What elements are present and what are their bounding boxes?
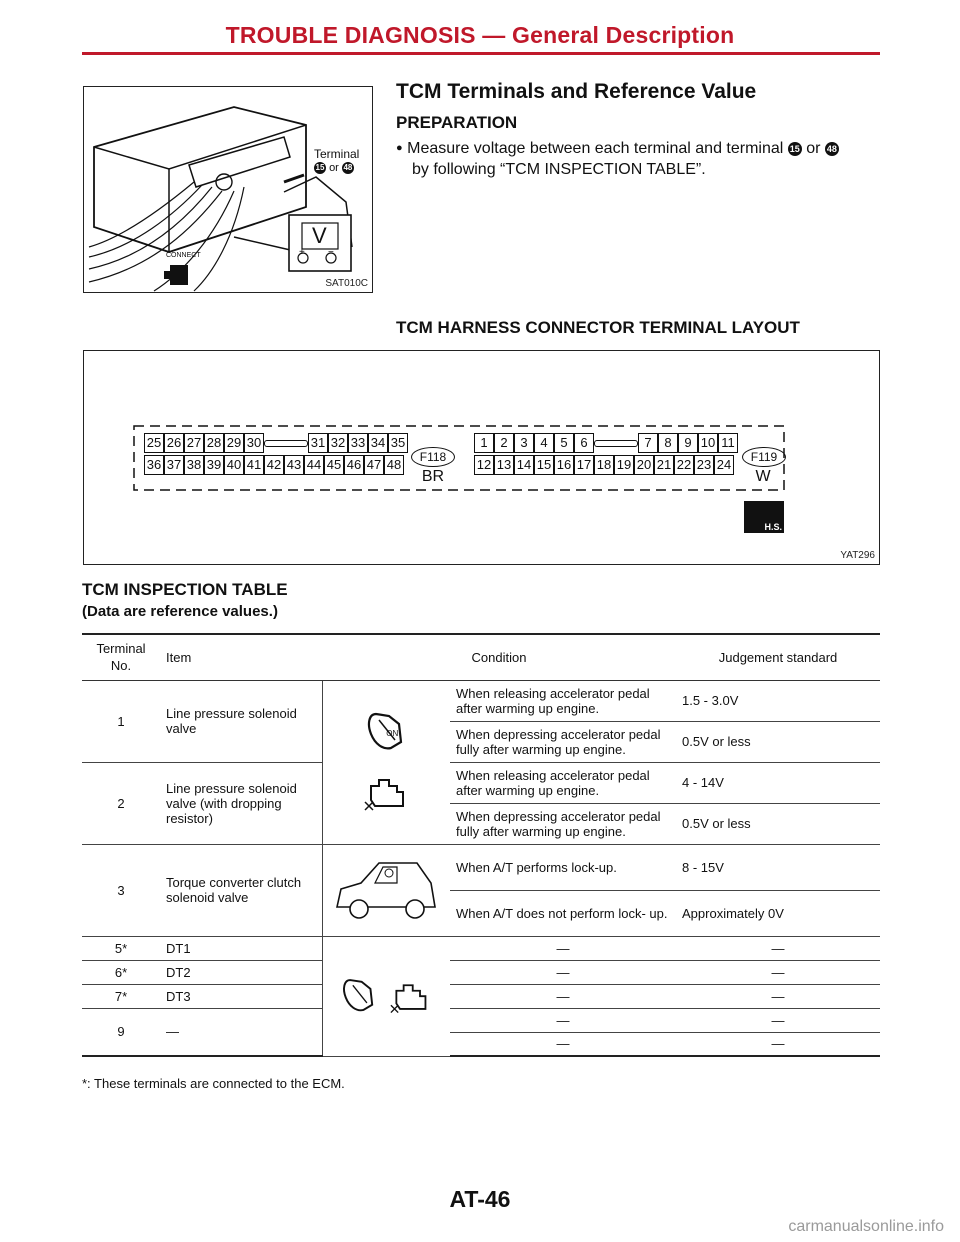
terminal-cell: 41 — [244, 455, 264, 475]
figure-voltmeter — [83, 86, 373, 293]
terminal-cell: 42 — [264, 455, 284, 475]
row-terminal: 9 — [82, 1008, 160, 1056]
terminal-cell: 17 — [574, 455, 594, 475]
preparation-heading: PREPARATION — [396, 113, 518, 132]
connector-f119-color: W — [755, 468, 771, 485]
page-number: AT-46 — [449, 1186, 511, 1212]
page-header-title: TROUBLE DIAGNOSIS — General Description — [225, 22, 735, 48]
terminal-label: Terminal — [314, 147, 360, 161]
header-judgement: Judgement standard — [676, 634, 880, 680]
connector-f118-color: BR — [421, 468, 445, 485]
terminal-cell: 1 — [474, 433, 494, 453]
table-row — [82, 960, 880, 984]
hs-label: H.S. — [764, 522, 782, 532]
terminal-cell: 45 — [324, 455, 344, 475]
terminal-cell: 11 — [718, 433, 738, 453]
figure-connector-layout — [83, 350, 880, 565]
connector-f118-id: F118 — [411, 447, 455, 467]
inspection-table — [82, 633, 880, 1057]
ignition-engine-icons — [322, 680, 450, 844]
voltmeter-v-label: V — [312, 223, 327, 248]
terminal-cell: 30 — [244, 433, 264, 453]
row-judgement: 0.5V or less — [676, 721, 880, 762]
row-condition: When releasing accelerator pedal after warming up engine. — [450, 762, 676, 803]
table-row — [82, 984, 880, 1008]
layout-heading: TCM HARNESS CONNECTOR TERMINAL LAYOUT — [396, 318, 800, 337]
row-condition: — — [450, 1032, 676, 1056]
terminal-cell: 12 — [474, 455, 494, 475]
table-row — [82, 844, 880, 890]
row-judgement: Approximately 0V — [676, 890, 880, 936]
terminal-cell: 44 — [304, 455, 324, 475]
figure-code: SAT010C — [325, 278, 368, 289]
terminal-cell: 28 — [204, 433, 224, 453]
terminal-cell: 5 — [554, 433, 574, 453]
terminal-cell: 23 — [694, 455, 714, 475]
connector-f119-id: F119 — [742, 447, 786, 467]
row-condition: When releasing accelerator pedal after warming up engine. — [450, 680, 676, 721]
terminal-cell: 19 — [614, 455, 634, 475]
row-item: Torque converter clutch solenoid valve — [160, 844, 322, 936]
row-item: — — [160, 1008, 322, 1056]
row-judgement: 4 - 14V — [676, 762, 880, 803]
row-condition: — — [450, 960, 676, 984]
terminal-cell: 4 — [534, 433, 554, 453]
row-terminal: 1 — [82, 680, 160, 762]
table-footnote: *: These terminals are connected to the ECM. — [82, 1076, 345, 1091]
voltmeter-illustration — [84, 87, 372, 292]
terminal-cell: 2 — [494, 433, 514, 453]
table-row — [82, 762, 880, 803]
table-title: TCM INSPECTION TABLE — [82, 580, 288, 599]
terminal-cell: 38 — [184, 455, 204, 475]
row-condition: — — [450, 1008, 676, 1032]
terminal-cell: 3 — [514, 433, 534, 453]
instruction-part2: by following “TCM INSPECTION TABLE”. — [412, 161, 706, 178]
header-terminal: Terminal No. — [82, 634, 160, 680]
plus-terminal: + — [299, 247, 305, 258]
terminal-cell: 39 — [204, 455, 224, 475]
row-item: Line pressure solenoid valve — [160, 680, 322, 762]
section-title: TCM Terminals and Reference Value — [396, 80, 757, 103]
terminal-cell: 35 — [388, 433, 408, 453]
row-judgement: — — [676, 984, 880, 1008]
row-terminal: 6* — [82, 960, 160, 984]
row-condition: When A/T does not perform lock- up. — [450, 890, 676, 936]
terminal-cell: 37 — [164, 455, 184, 475]
terminal-cell: 21 — [654, 455, 674, 475]
terminal-cell: 46 — [344, 455, 364, 475]
terminal-cell: 7 — [638, 433, 658, 453]
preparation-text — [396, 138, 886, 180]
table-row — [82, 1008, 880, 1032]
engine-icon — [361, 772, 411, 816]
row-judgement: — — [676, 1032, 880, 1056]
connect-label: CONNECT — [166, 252, 201, 259]
table-note: (Data are reference values.) — [82, 603, 278, 620]
header-item: Item — [160, 634, 322, 680]
bullet: ● — [396, 142, 403, 154]
terminal-cell: 9 — [678, 433, 698, 453]
ignition-key-icon — [337, 972, 381, 1018]
terminal-cell: 48 — [384, 455, 404, 475]
connector-latch — [594, 433, 638, 453]
terminal-cell: 47 — [364, 455, 384, 475]
row-condition: — — [450, 936, 676, 960]
ignition-on-label: ON — [386, 728, 399, 738]
row-judgement: — — [676, 1008, 880, 1032]
terminal-cell: 34 — [368, 433, 388, 453]
ignition-engine-icons — [322, 936, 450, 1056]
terminal-cell: 16 — [554, 455, 574, 475]
terminal-cell: 15 — [534, 455, 554, 475]
terminal-cell: 24 — [714, 455, 734, 475]
watermark: carmanualsonline.info — [788, 1218, 944, 1235]
driving-car-icon — [322, 844, 450, 936]
terminal-cell: 14 — [514, 455, 534, 475]
terminal-cell: 43 — [284, 455, 304, 475]
instruction-or: or — [806, 140, 821, 157]
terminal-cell: 13 — [494, 455, 514, 475]
terminal-cell: 20 — [634, 455, 654, 475]
terminal-cell: 40 — [224, 455, 244, 475]
terminal-cell: 8 — [658, 433, 678, 453]
row-judgement: 8 - 15V — [676, 844, 880, 890]
row-item: Line pressure solenoid valve (with dropping resistor) — [160, 762, 322, 844]
terminal-48-badge: 48 — [826, 144, 837, 154]
row-item: DT1 — [160, 936, 322, 960]
terminal-15-badge: 15 — [315, 163, 325, 172]
row-terminal: 3 — [82, 844, 160, 936]
terminal-cell: 18 — [594, 455, 614, 475]
terminal-cell: 33 — [348, 433, 368, 453]
terminal-cell: 22 — [674, 455, 694, 475]
minus-terminal: − — [328, 247, 334, 258]
header-rule — [82, 52, 880, 55]
row-judgement: — — [676, 936, 880, 960]
row-item: DT3 — [160, 984, 322, 1008]
terminal-cell: 25 — [144, 433, 164, 453]
terminal-cell: 29 — [224, 433, 244, 453]
terminal-cell: 27 — [184, 433, 204, 453]
terminal-cell: 10 — [698, 433, 718, 453]
row-judgement: 1.5 - 3.0V — [676, 680, 880, 721]
car-icon — [331, 849, 441, 929]
engine-icon — [385, 978, 435, 1018]
terminal-cell: 6 — [574, 433, 594, 453]
row-judgement: 0.5V or less — [676, 803, 880, 844]
or-label: or — [329, 162, 339, 174]
row-condition: When depressing accelerator pedal fully after warming up engine. — [450, 721, 676, 762]
row-terminal: 7* — [82, 984, 160, 1008]
terminal-48-badge: 48 — [343, 163, 353, 172]
row-condition: When A/T performs lock-up. — [450, 844, 676, 890]
terminal-cell: 32 — [328, 433, 348, 453]
figure-code: YAT296 — [840, 550, 875, 561]
table-row — [82, 680, 880, 721]
terminal-cell: 31 — [308, 433, 328, 453]
connector-latch — [264, 433, 308, 453]
row-terminal: 5* — [82, 936, 160, 960]
row-condition: — — [450, 984, 676, 1008]
terminal-cell: 36 — [144, 455, 164, 475]
table-row — [82, 936, 880, 960]
row-terminal: 2 — [82, 762, 160, 844]
terminal-15-badge: 15 — [789, 144, 800, 154]
instruction-part1: Measure voltage between each terminal and terminal — [407, 140, 784, 157]
terminal-cell: 26 — [164, 433, 184, 453]
row-item: DT2 — [160, 960, 322, 984]
row-judgement: — — [676, 960, 880, 984]
header-condition: Condition — [322, 634, 676, 680]
hs-icon — [744, 501, 784, 533]
row-condition: When depressing accelerator pedal fully after warming up engine. — [450, 803, 676, 844]
terminal-numbers — [314, 162, 354, 174]
